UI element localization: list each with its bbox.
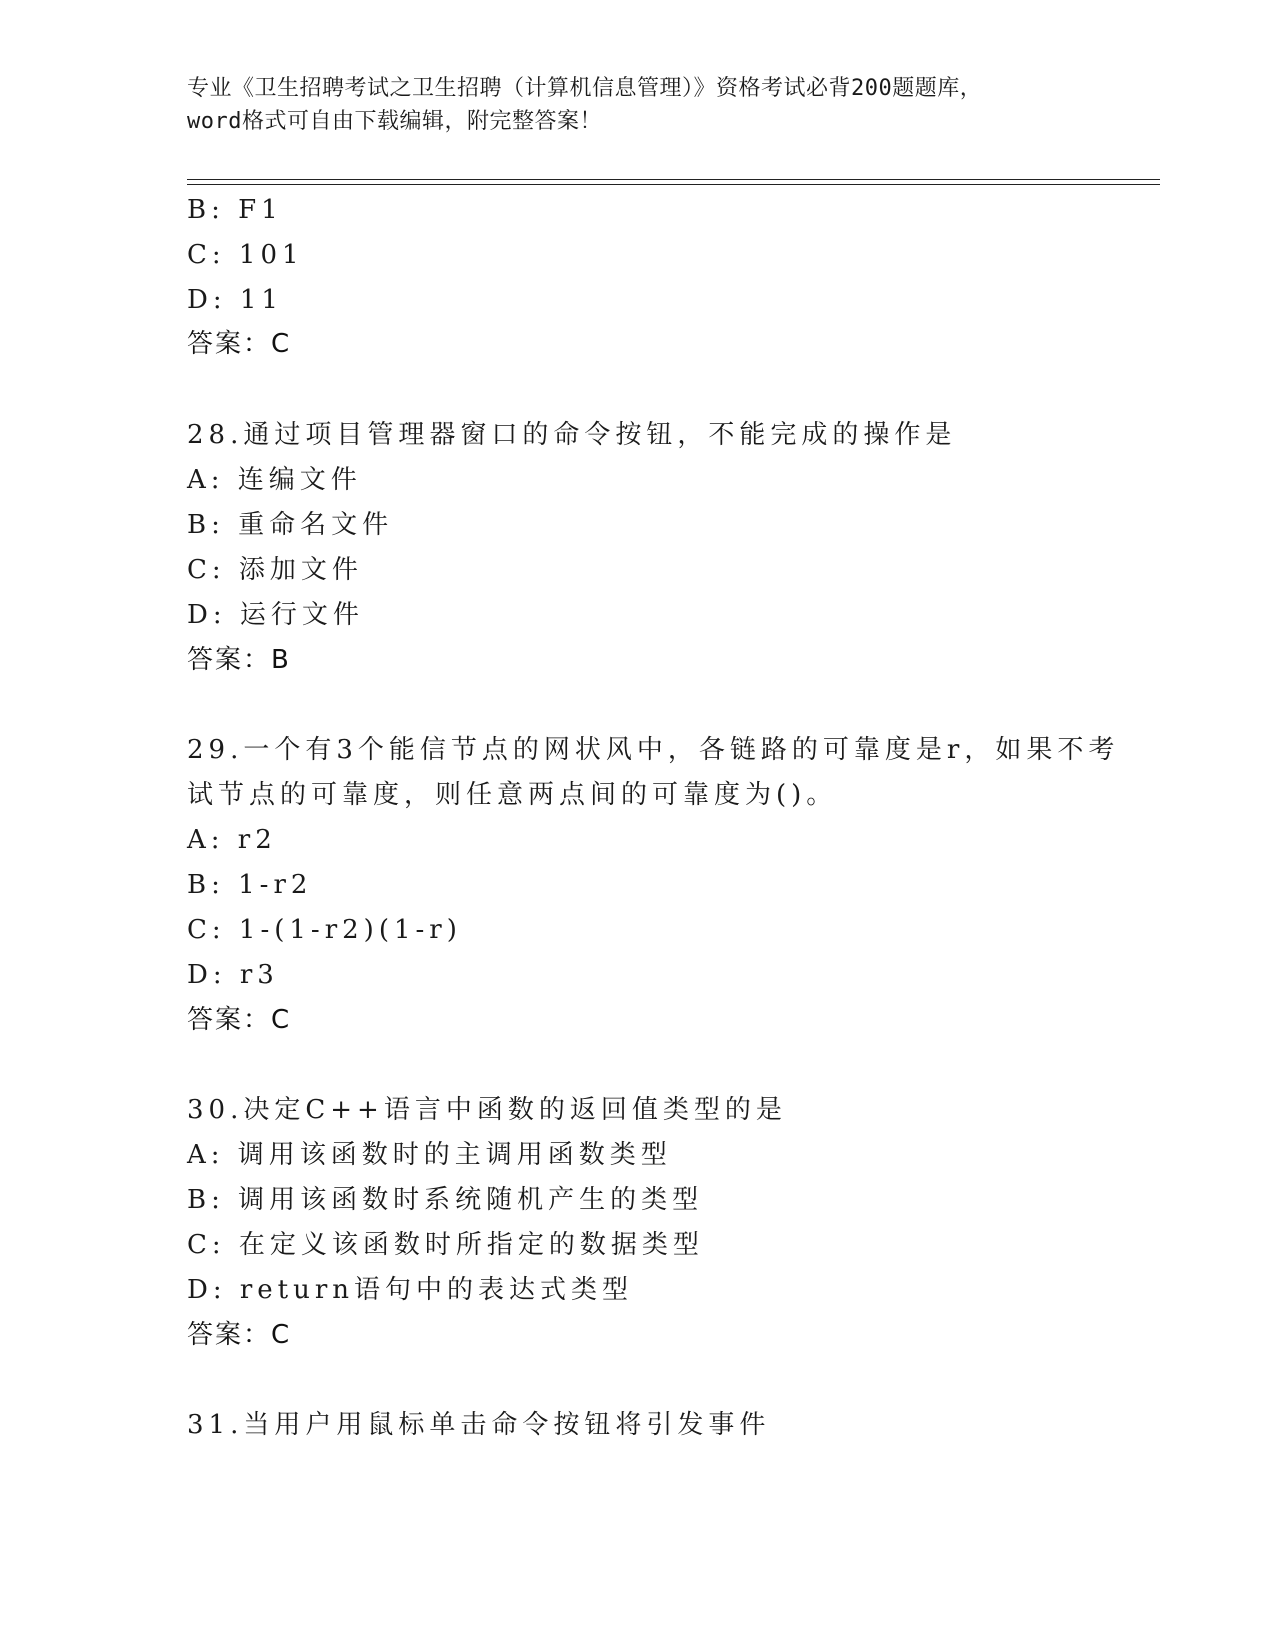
q30-option-c: C: 在定义该函数时所指定的数据类型: [187, 1230, 704, 1260]
q30-option-a: A: 调用该函数时的主调用函数类型: [187, 1140, 672, 1170]
q31-stem: 31.当用户用鼠标单击命令按钮将引发事件: [187, 1410, 771, 1440]
q29-option-b: B: 1-r2: [187, 870, 313, 900]
q30-option-d: D: return语句中的表达式类型: [187, 1275, 634, 1305]
q29-stem-line-2: 试节点的可靠度，则任意两点间的可靠度为()。: [187, 780, 838, 810]
header-divider-bottom: [187, 184, 1160, 185]
q28-option-b: B: 重命名文件: [187, 510, 394, 540]
q29-stem-line-1: 29.一个有3个能信节点的网状风中，各链路的可靠度是r，如果不考: [187, 735, 1120, 765]
header-line-2: word格式可自由下载编辑，附完整答案！: [187, 109, 602, 134]
q29-option-d: D: r3: [187, 960, 279, 990]
q28-option-c: C: 添加文件: [187, 555, 363, 585]
q27-option-b: B: F1: [187, 195, 283, 225]
q27-option-c: C: 101: [187, 240, 304, 270]
q28-stem: 28.通过项目管理器窗口的命令按钮，不能完成的操作是: [187, 420, 957, 450]
q27-answer: 答案：C: [187, 329, 292, 359]
header-divider-top: [187, 179, 1160, 180]
q30-option-b: B: 调用该函数时系统随机产生的类型: [187, 1185, 704, 1215]
q29-option-a: A: r2: [187, 825, 277, 855]
q30-answer: 答案：C: [187, 1320, 292, 1350]
q30-stem: 30.决定C++语言中函数的返回值类型的是: [187, 1095, 787, 1125]
document-header: [187, 72, 1087, 138]
q29-answer: 答案：C: [187, 1005, 292, 1035]
header-line-1: 专业《卫生招聘考试之卫生招聘（计算机信息管理）》资格考试必背200题题库，: [187, 76, 983, 101]
q28-option-a: A: 连编文件: [187, 465, 362, 495]
q28-answer: 答案：B: [187, 645, 291, 675]
q29-option-c: C: 1-(1-r2)(1-r): [187, 915, 462, 945]
q28-option-d: D: 运行文件: [187, 600, 364, 630]
q27-option-d: D: 11: [187, 285, 283, 315]
